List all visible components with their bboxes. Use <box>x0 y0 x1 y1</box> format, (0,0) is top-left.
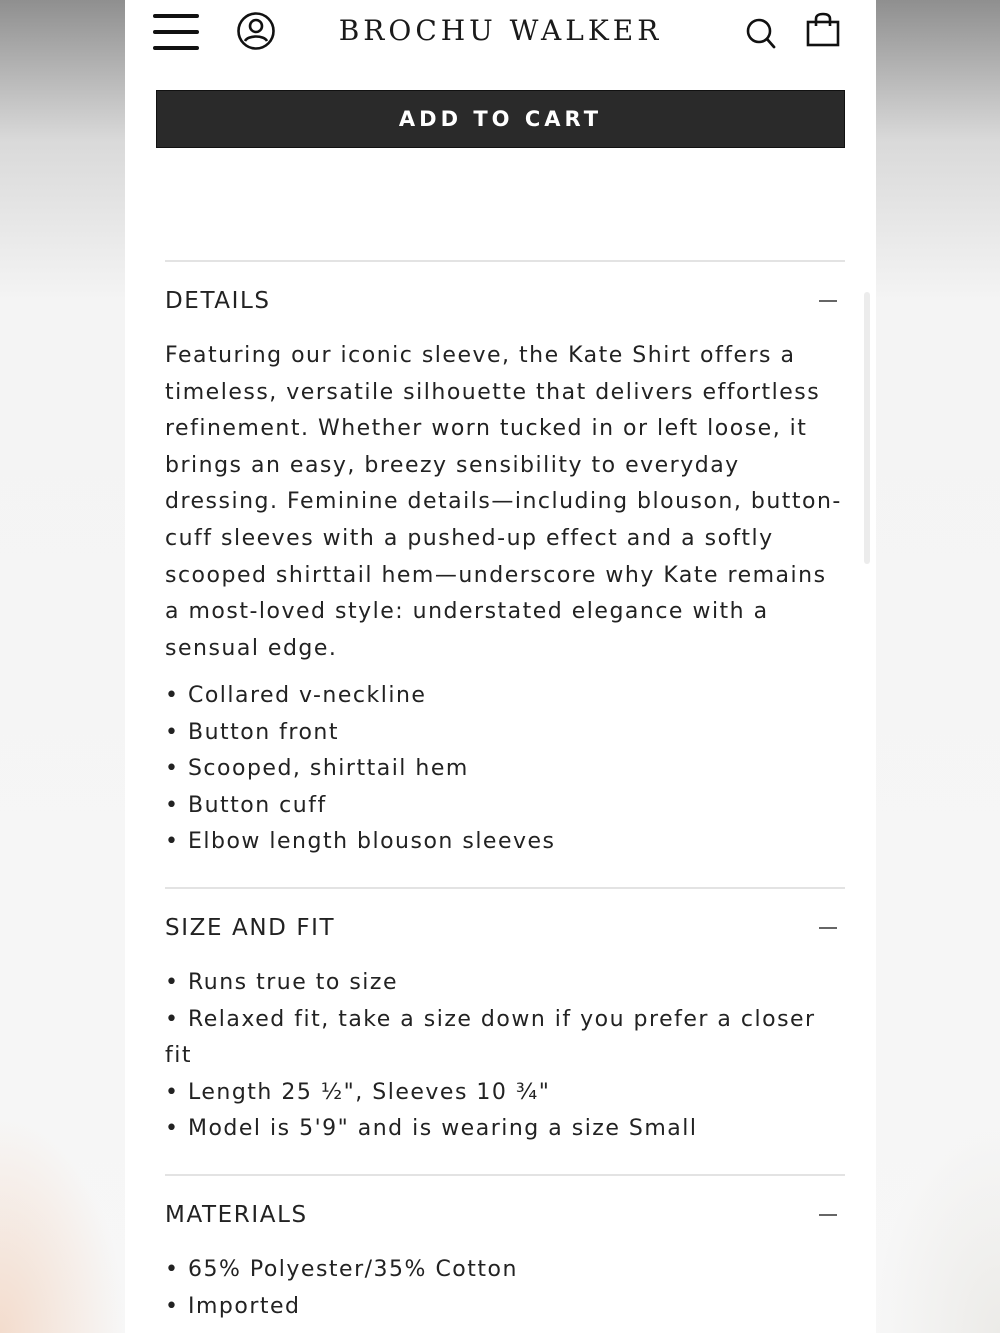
product-page <box>125 0 876 1333</box>
size-fit-bullet-list <box>165 965 845 1148</box>
background-glow-right <box>875 1113 1000 1333</box>
list-item: • Scooped, shirttail hem <box>165 756 469 782</box>
list-item: • Model is 5'9" and is wearing a size Small <box>165 1116 698 1142</box>
materials-title: MATERIALS <box>165 1202 308 1228</box>
collapse-minus-icon[interactable] <box>819 300 837 302</box>
materials-bullet-list <box>165 1252 845 1325</box>
list-item: • Imported <box>165 1293 301 1319</box>
section-divider <box>165 887 845 889</box>
list-item: • Button front <box>165 719 339 745</box>
details-title: DETAILS <box>165 288 271 314</box>
list-item: • Collared v-neckline <box>165 683 427 708</box>
details-description: Featuring our iconic sleeve, the Kate Shirt offers a timeless, versatile silhouette that delivers effortless refinement. Whether worn tucked in or left loose, it brings an easy, breezy sensibility to everyday dressing. Feminine details—including blouson, button-cuff sleeves with a pushed-up effect and a softly scooped shirttail hem—underscore why Kate remains a most-loved style: understated elegance with a sensual edge. <box>165 343 842 661</box>
collapse-minus-icon[interactable] <box>819 927 837 929</box>
section-divider <box>165 260 845 262</box>
add-to-cart-button[interactable]: ADD TO CART <box>156 90 845 148</box>
list-item: • Runs true to size <box>165 970 398 995</box>
search-icon[interactable] <box>745 16 777 50</box>
section-divider <box>165 1174 845 1176</box>
list-item: • Button cuff <box>165 792 327 818</box>
shopping-bag-icon[interactable] <box>805 12 841 48</box>
scrollbar-thumb[interactable] <box>864 292 870 564</box>
brand-logo[interactable]: BROCHU WALKER <box>338 14 663 47</box>
size-fit-title: SIZE AND FIT <box>165 915 336 941</box>
background-glow-left <box>0 1113 125 1333</box>
list-item: • Relaxed fit, take a size down if you prefer a closer fit <box>165 1006 816 1069</box>
details-bullet-list <box>165 678 845 861</box>
collapse-minus-icon[interactable] <box>819 1214 837 1216</box>
list-item: • Elbow length blouson sleeves <box>165 829 556 855</box>
site-header <box>125 0 876 70</box>
list-item: • Length 25 ½", Sleeves 10 ¾" <box>165 1079 551 1105</box>
size-fit-accordion-header[interactable] <box>165 909 845 949</box>
materials-accordion-header[interactable] <box>165 1196 845 1236</box>
list-item: • 65% Polyester/35% Cotton <box>165 1257 518 1282</box>
details-accordion-header[interactable] <box>165 282 845 322</box>
